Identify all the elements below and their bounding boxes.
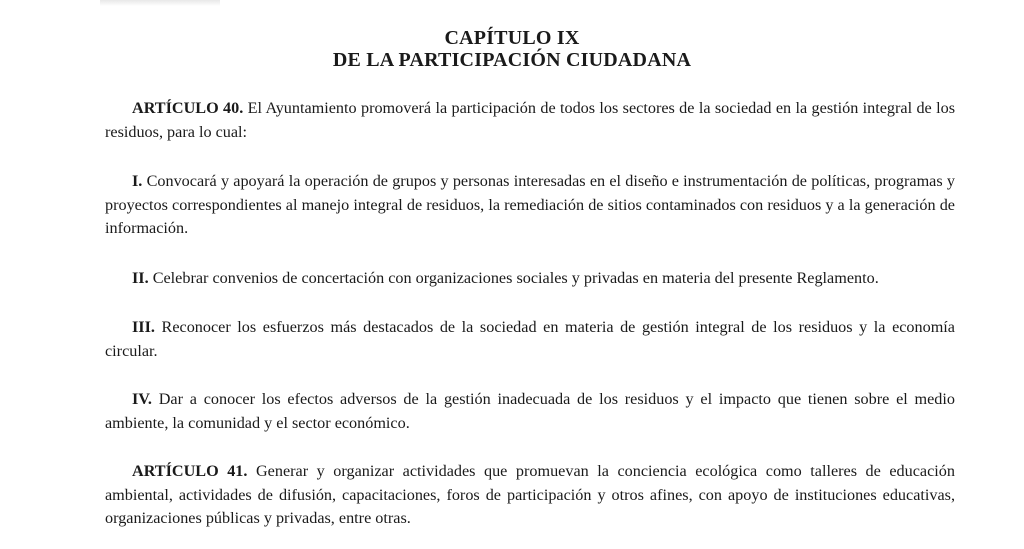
- fraction-ii-text: Celebrar convenios de concertación con organizaciones sociales y privadas en materia del presente Reglamento.: [148, 269, 879, 287]
- fraction-iii-text: Reconocer los esfuerzos más destacados de la sociedad en materia de gestión integral de los residuos y la economía circular.: [105, 318, 955, 360]
- fraction-i-paragraph: [105, 170, 955, 241]
- article-40-label: ARTÍCULO 40.: [132, 99, 244, 117]
- article-41-text: Generar y organizar actividades que promuevan la conciencia ecológica como talleres de educación ambiental, actividades de difusión, capacitaciones, foros de participación y otros afines, con apoyo de instituciones educativas, organizaciones públicas y privadas, entre otras.: [105, 462, 955, 527]
- article-40-text: El Ayuntamiento promoverá la participación de todos los sectores de la sociedad en la gestión integral de los residuos, para lo cual:: [105, 99, 955, 141]
- chapter-number: CAPÍTULO IX: [444, 27, 580, 49]
- chapter-title: DE LA PARTICIPACIÓN CIUDADANA: [332, 49, 692, 71]
- article-41-label: ARTÍCULO 41.: [132, 462, 248, 480]
- article-41-paragraph: [105, 460, 955, 531]
- article-40-paragraph: [105, 97, 955, 144]
- fraction-iii-label: III.: [132, 318, 155, 336]
- fraction-ii-paragraph: [105, 267, 955, 291]
- fraction-iii-paragraph: [105, 316, 955, 363]
- fraction-i-label: I.: [132, 172, 143, 190]
- fraction-iv-text: Dar a conocer los efectos adversos de la gestión inadecuada de los residuos y el impacto que tienen sobre el medio ambiente, la comunidad y el sector económico.: [105, 390, 955, 432]
- page-edge-shadow: [100, 0, 220, 6]
- fraction-iv-label: IV.: [132, 390, 152, 408]
- fraction-i-text: Convocará y apoyará la operación de grupos y personas interesadas en el diseño e instrumentación de políticas, programas y proyectos correspondientes al manejo integral de residuos, la remediación de sitios contaminados con residuos y a la generación de información.: [105, 172, 955, 237]
- fraction-iv-paragraph: [105, 388, 955, 435]
- fraction-ii-label: II.: [132, 269, 149, 287]
